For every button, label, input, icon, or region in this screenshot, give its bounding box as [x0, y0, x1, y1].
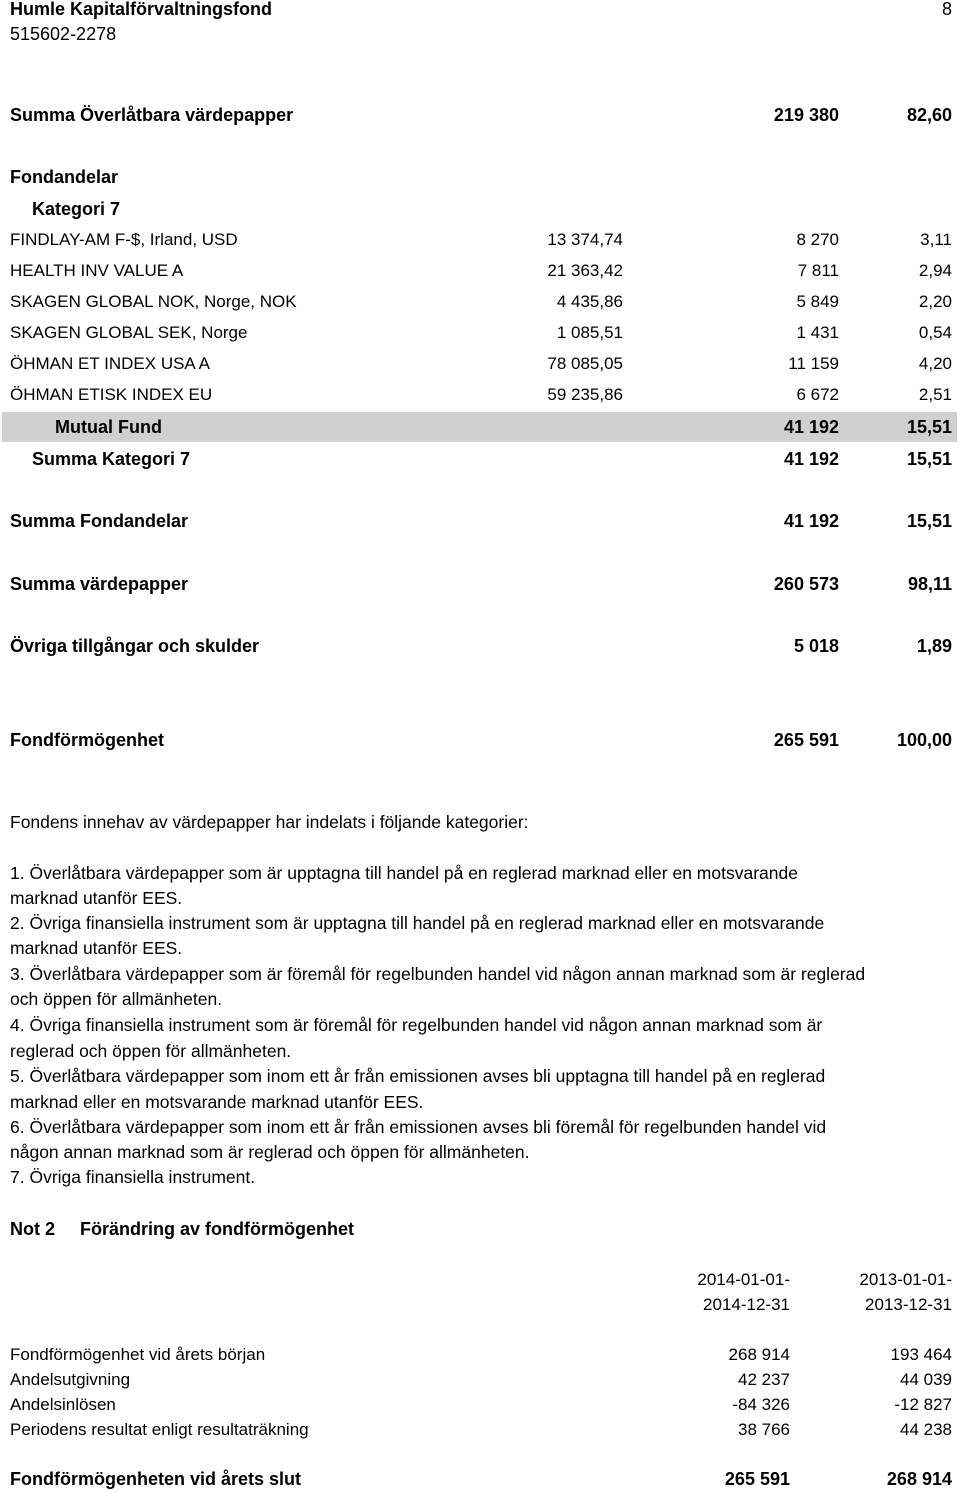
- end-total-2014: 265 591: [724, 1469, 790, 1489]
- page-number: 8: [941, 0, 952, 19]
- category-line: 5. Överlåtbara värdepapper som inom ett år från emissionen avses bli upptagna till handel på en reglerad: [10, 1066, 826, 1086]
- change-label: Andelsinlösen: [10, 1395, 116, 1414]
- holding-name: SKAGEN GLOBAL SEK, Norge: [10, 323, 248, 342]
- note-title: Förändring av fondförmögenhet: [80, 1219, 354, 1239]
- change-label: Periodens resultat enligt resultaträkning: [10, 1420, 309, 1439]
- holding-quantity: 4 435,86: [556, 292, 623, 311]
- row-percent: 15,51: [906, 449, 952, 469]
- org-number: 515602-2278: [10, 24, 117, 44]
- holding-value: 6 672: [796, 385, 839, 404]
- category-line: marknad utanför EES.: [10, 888, 183, 908]
- total-percent: 100,00: [896, 730, 952, 750]
- holding-value: 5 849: [796, 292, 839, 311]
- total-percent: 98,11: [907, 574, 952, 594]
- note-label: Not 2: [10, 1219, 55, 1239]
- category-line: 6. Överlåtbara värdepapper som inom ett år från emissionen avses bli föremål för regelbunden handel vid: [10, 1117, 827, 1137]
- end-total-label: Fondförmögenheten vid årets slut: [10, 1469, 302, 1489]
- period-2013-start: 2013-01-01-: [859, 1270, 952, 1289]
- holding-quantity: 78 085,05: [547, 354, 623, 373]
- total-label: Fondförmögenhet: [10, 730, 164, 750]
- row-percent: 82,60: [906, 105, 952, 125]
- period-2014-end: 2014-12-31: [703, 1295, 790, 1314]
- category-line: marknad eller en motsvarande marknad utanför EES.: [10, 1092, 424, 1112]
- fund-title: Humle Kapitalförvaltningsfond: [10, 0, 273, 19]
- period-2013-end: 2013-12-31: [865, 1295, 952, 1314]
- change-value-2013: 44 238: [900, 1420, 952, 1439]
- holding-percent: 2,94: [918, 261, 952, 280]
- holding-quantity: 59 235,86: [547, 385, 623, 404]
- end-total-2013: 268 914: [886, 1469, 952, 1489]
- total-percent: 15,51: [906, 511, 952, 531]
- row-label: Summa Kategori 7: [32, 449, 191, 469]
- category-line: 1. Överlåtbara värdepapper som är upptagna till handel på en reglerad marknad eller en motsvarande: [10, 863, 798, 883]
- category-heading: Kategori 7: [32, 199, 121, 219]
- holding-name: FINDLAY-AM F-$, Irland, USD: [10, 230, 238, 249]
- row-label: Summa Överlåtbara värdepapper: [10, 105, 294, 125]
- total-value: 5 018: [793, 636, 839, 656]
- holding-name: HEALTH INV VALUE A: [10, 261, 184, 280]
- total-value: 265 591: [773, 730, 839, 750]
- holding-quantity: 13 374,74: [547, 230, 623, 249]
- section-heading-fondandelar: Fondandelar: [10, 167, 119, 187]
- holding-percent: 4,20: [918, 354, 952, 373]
- holding-name: ÖHMAN ET INDEX USA A: [10, 354, 210, 373]
- total-value: 41 192: [783, 511, 839, 531]
- total-value: 260 573: [773, 574, 839, 594]
- holding-value: 1 431: [796, 323, 839, 342]
- holding-quantity: 1 085,51: [556, 323, 623, 342]
- total-label: Summa värdepapper: [10, 574, 189, 594]
- period-2014-start: 2014-01-01-: [697, 1270, 790, 1289]
- holding-percent: 3,11: [920, 230, 952, 249]
- holding-value: 7 811: [797, 261, 839, 280]
- category-line: 7. Övriga finansiella instrument.: [10, 1167, 256, 1187]
- change-label: Andelsutgivning: [10, 1370, 131, 1389]
- category-line: reglerad och öppen för allmänheten.: [10, 1041, 292, 1061]
- category-line: någon annan marknad som är reglerad och öppen för allmänheten.: [10, 1142, 530, 1162]
- row-label: Mutual Fund: [55, 417, 162, 437]
- change-value-2013: 44 039: [900, 1370, 952, 1389]
- holding-quantity: 21 363,42: [547, 261, 623, 280]
- change-value-2014: -84 326: [732, 1395, 790, 1414]
- holding-percent: 0,54: [918, 323, 952, 342]
- category-line: och öppen för allmänheten.: [10, 989, 223, 1009]
- holding-name: SKAGEN GLOBAL NOK, Norge, NOK: [10, 292, 297, 311]
- change-value-2013: 193 464: [890, 1345, 952, 1364]
- row-value: 41 192: [783, 417, 839, 437]
- row-value: 219 380: [773, 105, 839, 125]
- category-line: 2. Övriga finansiella instrument som är upptagna till handel på en reglerad marknad eller en motsvarande: [10, 913, 825, 933]
- total-percent: 1,89: [916, 636, 952, 656]
- total-label: Summa Fondandelar: [10, 511, 189, 531]
- holding-percent: 2,51: [918, 385, 952, 404]
- total-label: Övriga tillgångar och skulder: [10, 636, 260, 656]
- holding-name: ÖHMAN ETISK INDEX EU: [10, 385, 213, 404]
- change-value-2014: 268 914: [728, 1345, 790, 1364]
- holding-value: 8 270: [796, 230, 839, 249]
- change-label: Fondförmögenhet vid årets början: [10, 1345, 266, 1364]
- category-line: marknad utanför EES.: [10, 938, 183, 958]
- category-line: 4. Övriga finansiella instrument som är föremål för regelbunden handel vid någon annan marknad som är: [10, 1015, 823, 1035]
- change-value-2014: 42 237: [738, 1370, 790, 1389]
- holding-percent: 2,20: [918, 292, 952, 311]
- change-value-2014: 38 766: [738, 1420, 790, 1439]
- category-line: 3. Överlåtbara värdepapper som är föremål för regelbunden handel vid någon annan marknad som är reglerad: [10, 964, 866, 984]
- change-value-2013: -12 827: [894, 1395, 952, 1414]
- categories-intro: Fondens innehav av värdepapper har indelats i följande kategorier:: [10, 812, 529, 832]
- holding-value: 11 159: [788, 354, 839, 373]
- row-percent: 15,51: [906, 417, 952, 437]
- row-value: 41 192: [783, 449, 839, 469]
